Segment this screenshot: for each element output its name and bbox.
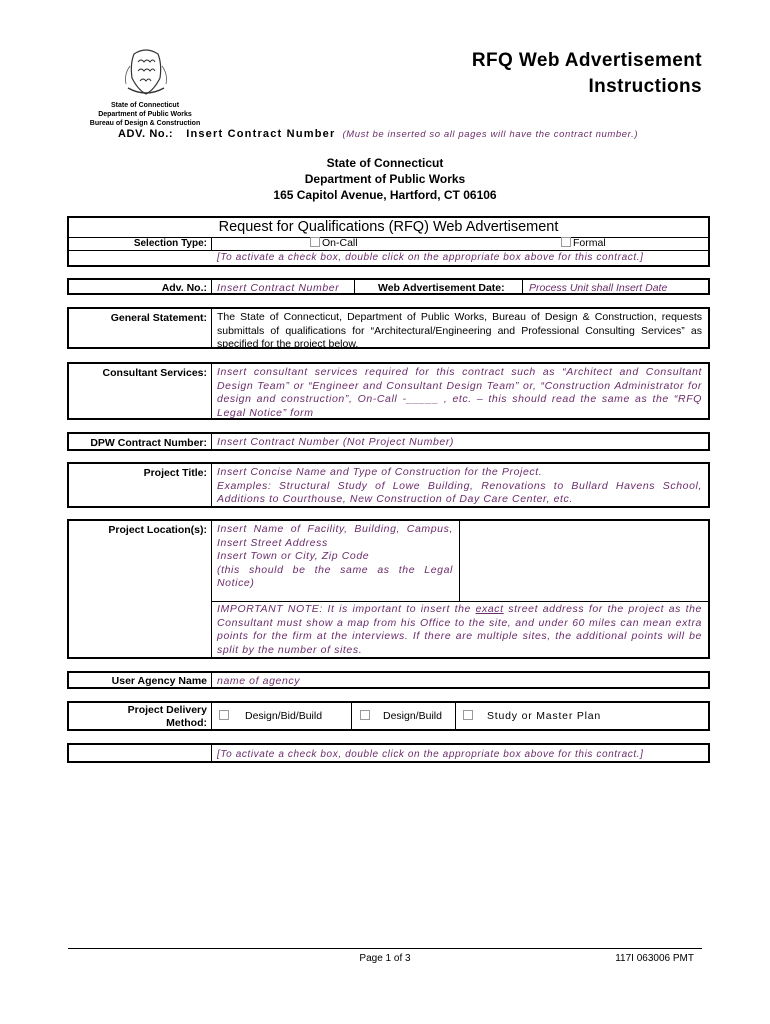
dpw-contract-field[interactable]: Insert Contract Number (Not Project Number) (217, 436, 455, 448)
important-note (217, 603, 702, 657)
divider (211, 601, 708, 602)
location-line-1: Insert Name of Facility, Building, Campus, (217, 523, 453, 535)
formal-option[interactable] (561, 237, 606, 249)
formal-checkbox[interactable] (561, 237, 571, 247)
selection-type-row (69, 237, 708, 251)
title-line-2: Instructions (588, 76, 702, 97)
location-field[interactable] (217, 523, 453, 591)
important-note-text-2: street address for the project as the Consultant must show a map from his Office to the site, and under 60 miles can mean extra points for the firm at the interviews. If there are multiple sites, the additional points will be split by the number of sites. (217, 603, 702, 656)
divider (211, 237, 212, 250)
checkbox-hint: [To activate a check box, double click on the appropriate box above for this contract.] (217, 252, 644, 263)
checkbox-hint-2: [To activate a check box, double click on the appropriate box above for this contract.] (217, 749, 644, 760)
divider (211, 309, 212, 347)
divider (459, 521, 460, 601)
location-line-2: Insert Street Address (217, 536, 328, 549)
address-line-2: Department of Public Works (304, 172, 466, 186)
adv-no-field[interactable]: Insert Contract Number (217, 282, 340, 294)
state-seal-icon (118, 44, 174, 100)
document-title (472, 48, 702, 100)
header-adv-line (118, 128, 638, 140)
oncall-checkbox[interactable] (310, 237, 320, 247)
form-title: Request for Qualifications (RFQ) Web Advertisement (69, 218, 708, 238)
divider (211, 464, 212, 506)
divider (211, 703, 212, 729)
footer-rule (68, 948, 702, 949)
project-location-row (67, 519, 710, 659)
delivery-label-line-1: Project Delivery (127, 704, 207, 716)
divider (522, 280, 523, 293)
user-agency-row (67, 671, 710, 689)
agency-department: Department of Public Works (98, 111, 192, 118)
dpw-contract-label: DPW Contract Number: (90, 437, 207, 449)
project-title-line-1: Insert Concise Name and Type of Construction for the Project. (217, 466, 543, 478)
divider (211, 745, 212, 761)
adv-row (67, 278, 710, 295)
web-ad-date-field[interactable]: Process Unit shall Insert Date (529, 282, 668, 294)
project-title-line-2: Examples: Structural Study of Lowe Building, Renovations to Bullard Havens School, Additions to Courthouse, New Construction of Day Care Center, etc. (217, 479, 702, 505)
address-block (0, 155, 770, 203)
important-note-text: IMPORTANT NOTE: It is important to insert the (217, 603, 476, 615)
delivery-label-line-2: Method: (166, 717, 207, 729)
project-title-row (67, 462, 710, 508)
oncall-label: On-Call (322, 237, 358, 249)
divider (211, 434, 212, 449)
general-statement-label: General Statement: (110, 312, 207, 324)
dpw-contract-row (67, 432, 710, 451)
design-bid-build-checkbox[interactable] (219, 710, 229, 720)
location-line-4: (this should be the same as the Legal Notice) (217, 563, 453, 589)
header-adv-field[interactable]: Insert Contract Number (186, 128, 336, 140)
header-adv-label: ADV. No.: (118, 128, 174, 140)
study-master-plan-checkbox[interactable] (463, 710, 473, 720)
divider (211, 521, 212, 657)
web-ad-date-label: Web Advertisement Date: (378, 282, 505, 294)
consultant-services-label: Consultant Services: (102, 367, 207, 379)
agency-block (70, 101, 220, 128)
location-line-3: Insert Town or City, Zip Code (217, 550, 370, 562)
hint-row (67, 743, 710, 763)
divider (211, 364, 212, 418)
design-bid-build-label: Design/Bid/Build (245, 710, 323, 722)
design-build-checkbox[interactable] (360, 710, 370, 720)
address-line-1: State of Connecticut (326, 156, 444, 170)
divider (455, 703, 456, 729)
project-location-label: Project Location(s): (108, 524, 207, 536)
general-statement-row (67, 307, 710, 349)
agency-bureau: Bureau of Design & Construction (89, 120, 201, 127)
selection-type-label: Selection Type: (133, 238, 207, 249)
design-build-label: Design/Build (383, 710, 442, 722)
delivery-method-label (69, 704, 211, 730)
consultant-services-row (67, 362, 710, 420)
address-line-3: 165 Capitol Avenue, Hartford, CT 06106 (273, 188, 497, 202)
user-agency-label: User Agency Name (111, 675, 207, 687)
oncall-option[interactable] (310, 237, 358, 249)
title-line-1: RFQ Web Advertisement (471, 50, 702, 71)
divider (211, 673, 212, 687)
rfq-header-section (67, 216, 710, 267)
divider (351, 703, 352, 729)
project-title-label: Project Title: (143, 467, 207, 479)
consultant-services-field[interactable]: Insert consultant services required for this contract such as “Architect and Consultant Design Team” or “Engineer and Consultant Design Team” or, “Construction Administrator for design and construction”, On-Call -_____ , etc. – this should read the same as the “RFQ Legal Notice” form (217, 366, 702, 419)
general-statement-text: The State of Connecticut, Department of Public Works, Bureau of Design & Construction, requests submittals of qualifications for “Architectural/Engineering and Professional Consulting Services” as specified for the project below. (217, 311, 702, 350)
user-agency-field[interactable]: name of agency (217, 675, 301, 687)
divider (354, 280, 355, 293)
header-adv-note: (Must be inserted so all pages will have the contract number.) (342, 129, 639, 140)
study-master-plan-label: Study or Master Plan (487, 710, 602, 722)
adv-no-label: Adv. No.: (161, 282, 207, 294)
agency-state: State of Connecticut (110, 102, 180, 109)
delivery-method-row (67, 701, 710, 731)
important-note-exact: exact (475, 603, 504, 615)
divider (211, 280, 212, 293)
formal-label: Formal (573, 237, 606, 249)
project-title-field[interactable] (217, 466, 702, 507)
form-code: 117I 063006 PMT (615, 953, 694, 964)
page-number: Page 1 of 3 (359, 953, 411, 964)
